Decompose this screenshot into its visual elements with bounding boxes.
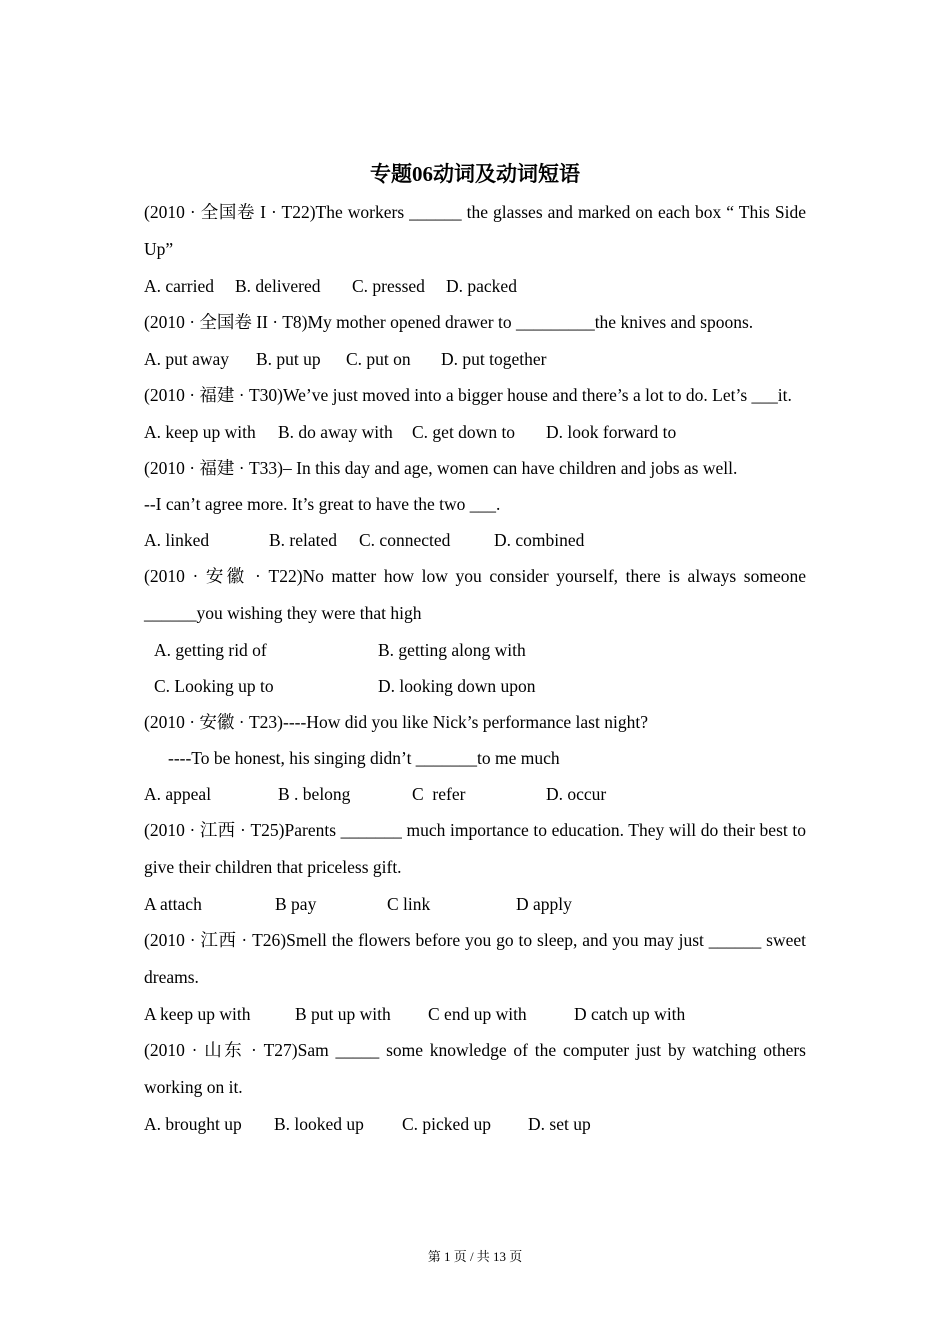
options-row [144,668,806,704]
question-item [144,194,806,304]
question-list [144,194,806,1142]
option-b: B. put up [256,349,321,369]
option-c: C end up with [428,1004,527,1024]
option-a: A. appeal [144,784,212,804]
option-b: B. do away with [278,422,393,442]
option-a: A. linked [144,530,210,550]
question-item [144,704,806,812]
option-d: D. combined [494,530,585,550]
page-footer: 第 1 页 / 共 13 页 [427,1249,523,1264]
option-d: D. looking down upon [378,676,536,696]
option-c: C. put on [346,349,411,369]
option-a: A keep up with [144,1004,251,1024]
option-d: D. put together [441,349,547,369]
option-b: B. looked up [274,1114,364,1134]
option-a: A. brought up [144,1114,242,1134]
option-d: D. packed [446,276,517,296]
options-row [144,341,806,377]
option-d: D catch up with [574,1004,686,1024]
option-a: A. carried [144,276,214,296]
options-row [144,996,806,1032]
option-c: C refer [412,784,466,804]
option-c: C. pressed [352,276,425,296]
options-row [144,414,806,450]
question-item [144,450,806,558]
question-stem: (2010 · 安徽 · T22)No matter how low you consider yourself, there is always someone ______you wishing they were that high [144,566,806,623]
question-stem: (2010 · 福建 · T30)We’ve just moved into a bigger house and there’s a lot to do. Let’s ___it. [144,385,792,405]
options-row [144,1106,806,1142]
question-item [144,922,806,1032]
question-item [144,1032,806,1142]
question-item [144,558,806,704]
question-stem: (2010 · 江西 · T26)Smell the flowers before you go to sleep, and you may just ______ sweet dreams. [144,930,806,987]
option-d: D apply [516,894,572,914]
question-stem: (2010 · 福建 · T33)– In this day and age, women can have children and jobs as well. [144,458,738,478]
option-a: A. put away [144,349,230,369]
option-c: C link [387,894,431,914]
option-d: D. occur [546,784,607,804]
page-title: 专题06动词及动词短语 [370,162,580,186]
question-stem-reply: ----To be honest, his singing didn’t _______to me much [168,748,560,768]
question-stem: (2010 · 安徽 · T23)----How did you like Nick’s performance last night? [144,712,648,732]
question-stem: (2010 · 全国卷 II · T8)My mother opened drawer to _________the knives and spoons. [144,312,754,332]
options-row [144,268,806,304]
option-b: B. related [269,530,338,550]
question-item [144,304,806,377]
question-item [144,377,806,450]
question-stem-reply: --I can’t agree more. It’s great to have the two ___. [144,494,501,514]
question-stem: (2010 · 全国卷 I · T22)The workers ______ the glasses and marked on each box “ This Side Up” [144,202,806,259]
option-c: C. connected [359,530,451,550]
option-b: B put up with [295,1004,391,1024]
option-d: D. look forward to [546,422,677,442]
option-a: A. getting rid of [154,640,267,660]
option-c: C. picked up [402,1114,491,1134]
option-b: B. getting along with [378,640,526,660]
options-row [144,886,806,922]
options-row [144,522,806,558]
options-row [144,776,806,812]
question-stem: (2010 · 江西 · T25)Parents _______ much importance to education. They will do their best to give their children that priceless gift. [144,820,806,877]
option-d: D. set up [528,1114,591,1134]
option-c: C. get down to [412,422,516,442]
option-a: A. keep up with [144,422,256,442]
option-c: C. Looking up to [154,676,274,696]
question-stem: (2010 · 山东 · T27)Sam _____ some knowledge of the computer just by watching others working on it. [144,1040,806,1097]
options-row [144,632,806,668]
option-b: B. delivered [235,276,321,296]
option-a: A attach [144,894,202,914]
question-item [144,812,806,922]
option-b: B pay [275,894,317,914]
option-b: B . belong [278,784,351,804]
